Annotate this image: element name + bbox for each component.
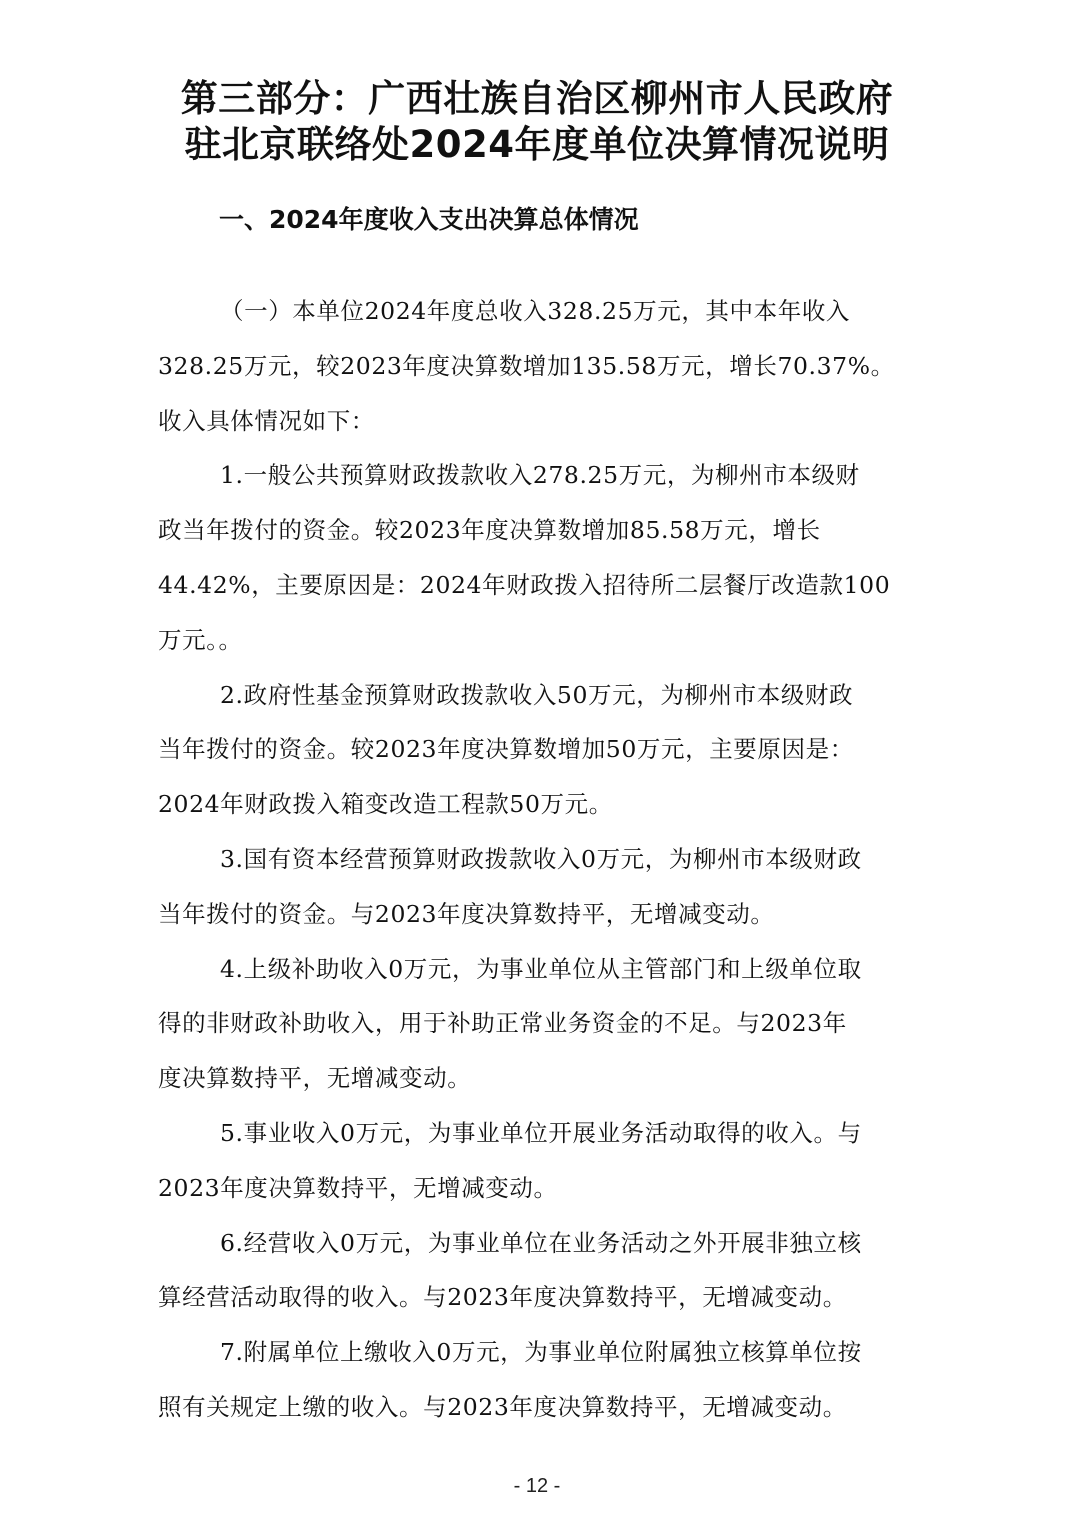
document-title [60,76,1014,168]
text-line: 328.25万元，较2023年度决算数增加135.58万元，增长70.37%。 [158,351,895,380]
title-line-1: 第三部分：广西壮族自治区柳州市人民政府 [180,77,894,120]
text-line: 5.事业收入0万元，为事业单位开展业务活动取得的收入。与 [220,1118,862,1147]
text-line: 2.政府性基金预算财政拨款收入50万元，为柳州市本级财政 [220,680,854,709]
text-line: 2023年度决算数持平，无增减变动。 [158,1173,558,1202]
text-line: 万元。。 [158,625,243,654]
text-line: 7.附属单位上缴收入0万元，为事业单位附属独立核算单位按 [220,1338,862,1367]
text-line: 2024年财政拨入箱变改造工程款50万元。 [158,790,613,819]
text-line: 照有关规定上缴的收入。与2023年度决算数持平，无增减变动。 [158,1392,847,1421]
text-line: 44.42%，主要原因是：2024年财政拨入招待所二层餐厅改造款100 [158,570,891,599]
text-line: （一）本单位2024年度总收入328.25万元，其中本年收入 [220,297,851,325]
text-line: 3.国有资本经营预算财政拨款收入0万元，为柳州市本级财政 [220,844,862,873]
text-line: 当年拨付的资金。与2023年度决算数持平，无增减变动。 [158,899,775,928]
text-line: 度决算数持平，无增减变动。 [158,1064,472,1093]
text-line: 当年拨付的资金。较2023年度决算数增加50万元，主要原因是： [158,735,854,764]
text-line: 4.上级补助收入0万元，为事业单位从主管部门和上级单位取 [220,954,862,983]
text-line: 算经营活动取得的收入。与2023年度决算数持平，无增减变动。 [158,1283,847,1312]
text-line: 1.一般公共预算财政拨款收入278.25万元，为柳州市本级财 [220,461,860,490]
page-number: - 12 - [513,1475,561,1497]
section-heading: 一、2024年度收入支出决算总体情况 [219,205,639,234]
body-text [158,284,932,1435]
text-line: 政当年拨付的资金。较2023年度决算数增加85.58万元，增长 [158,516,821,545]
title-line-2: 驻北京联络处2024年度单位决算情况说明 [184,123,890,166]
text-line: 6.经营收入0万元，为事业单位在业务活动之外开展非独立核 [220,1228,862,1257]
text-line: 得的非财政补助收入，用于补助正常业务资金的不足。与2023年 [158,1009,847,1038]
text-line: 收入具体情况如下： [158,406,375,435]
